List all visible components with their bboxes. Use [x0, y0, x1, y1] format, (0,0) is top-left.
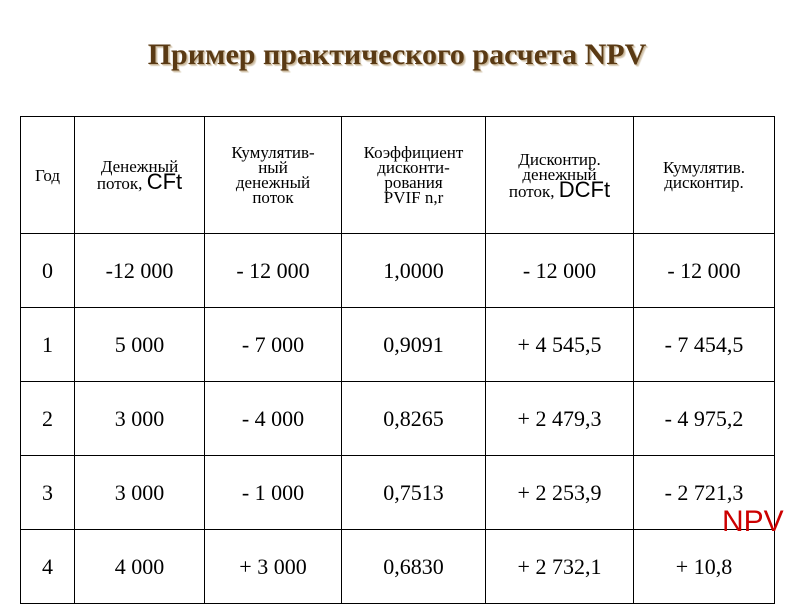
header-cash-flow	[75, 117, 205, 234]
table-header-row	[21, 117, 775, 234]
cell-discounted-flow: + 4 545,5	[486, 308, 634, 382]
cell-discounted-flow: + 2 253,9	[486, 456, 634, 530]
header-coef-line1: Коэффициент	[363, 143, 464, 162]
header-year	[21, 117, 75, 234]
cell-cumulative-discounted: - 12 000	[634, 234, 775, 308]
header-coef-line2: дисконти-	[377, 158, 450, 177]
cell-coef: 0,6830	[342, 530, 486, 604]
cell-year: 3	[21, 456, 75, 530]
cell-coef: 0,9091	[342, 308, 486, 382]
cell-coef: 0,7513	[342, 456, 486, 530]
header-disc-line1: Дисконтир.	[518, 149, 601, 169]
header-cash-flow-line1: Денежный	[100, 157, 179, 176]
header-coef-line3: рования	[384, 173, 443, 192]
cell-discounted-flow: + 2 732,1	[486, 530, 634, 604]
cell-cumulative: - 7 000	[205, 308, 342, 382]
cell-year: 2	[21, 382, 75, 456]
header-year-label: Год	[35, 165, 60, 185]
cell-cumulative-discounted: - 7 454,5	[634, 308, 775, 382]
cell-cumulative-discounted: + 10,8	[634, 530, 775, 604]
header-cumulative-line3: денежный	[235, 173, 311, 192]
header-cumulative	[205, 117, 342, 234]
npv-label: NPV	[722, 505, 784, 538]
header-cumulative-line4: поток	[252, 188, 294, 207]
cell-cumulative: - 1 000	[205, 456, 342, 530]
header-cumulative-line2: ный	[258, 158, 288, 177]
table-row	[21, 530, 775, 604]
cell-cumulative-discounted: - 4 975,2	[634, 382, 775, 456]
cell-cash-flow: 4 000	[75, 530, 205, 604]
cell-cash-flow: -12 000	[75, 234, 205, 308]
table-row	[21, 456, 775, 530]
cell-cash-flow: 3 000	[75, 456, 205, 530]
header-disc-line2: денежный	[522, 164, 597, 184]
header-disc-symbol: DCFt	[558, 176, 611, 202]
cell-discounted-flow: - 12 000	[486, 234, 634, 308]
cell-coef: 1,0000	[342, 234, 486, 308]
table-row	[21, 234, 775, 308]
cell-year: 0	[21, 234, 75, 308]
cell-discounted-flow: + 2 479,3	[486, 382, 634, 456]
cell-cumulative: - 12 000	[205, 234, 342, 308]
cell-year: 4	[21, 530, 75, 604]
cell-cumulative: - 4 000	[205, 382, 342, 456]
cell-cumulative: + 3 000	[205, 530, 342, 604]
cell-cash-flow: 5 000	[75, 308, 205, 382]
header-disc-line3: поток,	[508, 181, 559, 201]
header-cumulative-line1: Кумулятив-	[231, 143, 315, 162]
page-title: Пример практического расчета NPV	[147, 38, 647, 71]
header-cumdisc-line2: дисконтир.	[664, 173, 744, 192]
header-coef-line4: PVIF n,r	[383, 188, 444, 207]
cell-cumulative-discounted: - 2 721,3	[634, 456, 775, 530]
header-cumulative-discounted	[634, 117, 775, 234]
cell-year: 1	[21, 308, 75, 382]
cell-cash-flow: 3 000	[75, 382, 205, 456]
header-discounted-flow	[486, 117, 634, 234]
header-cash-flow-symbol: CFt	[146, 169, 183, 194]
header-discount-coef	[342, 117, 486, 234]
cell-coef: 0,8265	[342, 382, 486, 456]
header-cash-flow-line2: поток,	[96, 174, 147, 193]
table-row	[21, 382, 775, 456]
header-cumdisc-line1: Кумулятив.	[663, 158, 745, 177]
table-row	[21, 308, 775, 382]
npv-table	[20, 116, 775, 604]
